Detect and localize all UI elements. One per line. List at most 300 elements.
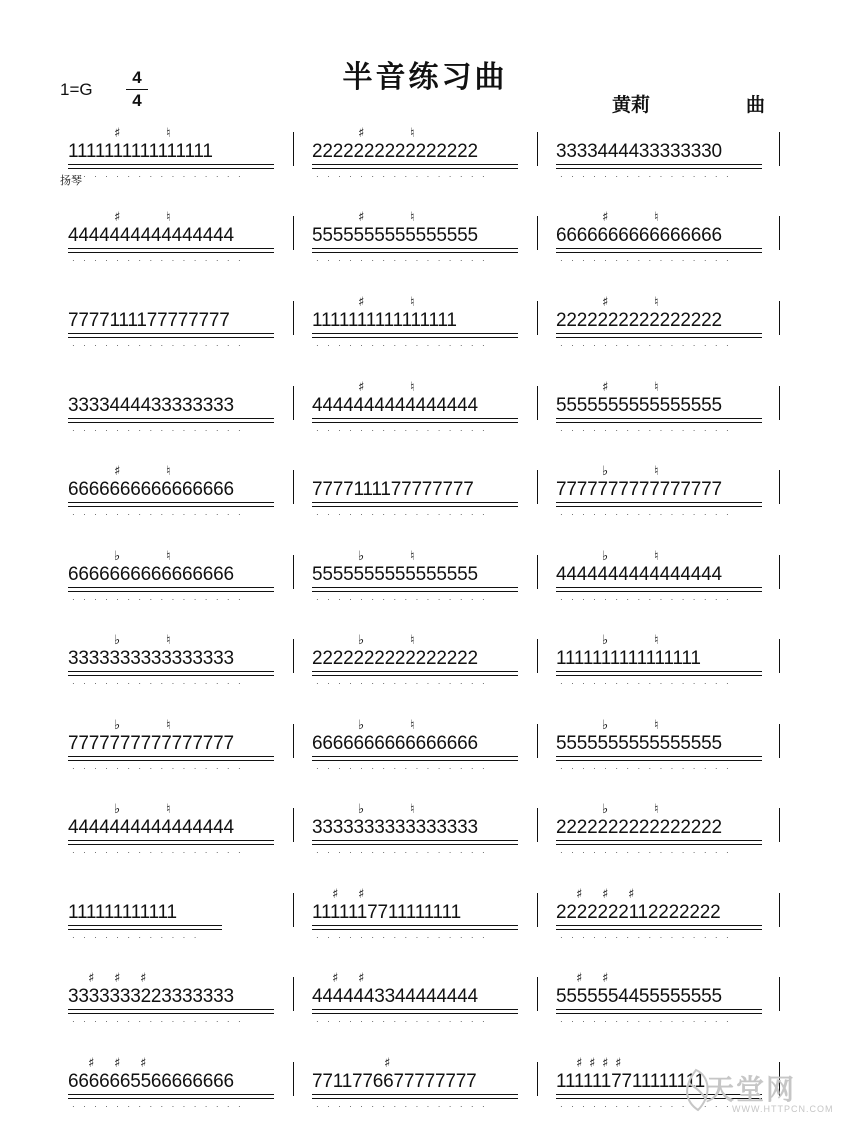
beam-line [312,591,518,592]
barline [537,808,538,842]
natural-icon: ♮ [166,464,171,479]
sharp-icon: ♯ [358,126,365,141]
measure [312,124,522,184]
note-sequence: 1111117711111111 [312,902,461,923]
measure [312,885,522,945]
measure [68,885,278,945]
beam-line [556,252,762,253]
natural-icon: ♮ [166,126,171,141]
octave-dots: ················ [316,933,494,942]
beam-line [68,587,274,588]
beam-line [68,929,222,930]
natural-icon: ♮ [654,210,659,225]
sharp-icon: ♯ [602,295,609,310]
beam-line [68,760,274,761]
beam-line [68,422,274,423]
note-sequence: 6666666666666666 [68,479,234,500]
flat-icon: ♭ [602,549,609,564]
barline [537,724,538,758]
sharp-icon: ♯ [358,210,365,225]
beam-line [556,925,762,926]
beam-line [312,418,518,419]
measure [556,547,766,607]
measure [556,800,766,860]
beam-line [312,760,518,761]
note-sequence: 6666666666666666 [556,225,722,246]
note-sequence: 6666666666666666 [68,564,234,585]
sharp-icon: ♯ [576,1056,583,1071]
note-sequence: 2222222222222222 [556,817,722,838]
flat-icon: ♭ [602,802,609,817]
measure [68,124,278,184]
note-sequence: 2222222222222222 [312,648,478,669]
sharp-icon: ♯ [602,1056,609,1071]
octave-dots: ················ [316,1017,494,1026]
note-sequence: 7777111177777777 [68,310,230,331]
measure [68,631,278,691]
natural-icon: ♮ [654,380,659,395]
beam-line [68,756,274,757]
measure [68,1054,278,1114]
octave-dots: ················ [72,1102,250,1111]
octave-dots: ················ [316,426,494,435]
measure [68,462,278,522]
note-sequence: 6666666666666666 [312,733,478,754]
beam-line [68,168,274,169]
beam-line [68,248,274,249]
note-sequence: 111111111111 [68,902,177,923]
octave-dots: ················ [316,172,494,181]
measure [556,124,766,184]
note-sequence: 5555555555555555 [312,225,478,246]
note-sequence: 3333333333333333 [312,817,478,838]
beam-line [68,252,274,253]
measure [68,547,278,607]
note-sequence: 7777777777777777 [68,733,234,754]
composer-credit [612,90,765,117]
beam-line [312,756,518,757]
barline [293,639,294,673]
octave-dots: ················ [560,256,738,265]
barline [293,808,294,842]
barline [293,301,294,335]
beam-line [68,164,274,165]
watermark-text: 天堂网 [706,1073,797,1106]
note-sequence: 5555555555555555 [312,564,478,585]
beam-line [312,840,518,841]
measure [556,462,766,522]
octave-dots: ················ [72,679,250,688]
beam-line [312,337,518,338]
beam-line [312,1009,518,1010]
natural-icon: ♮ [654,295,659,310]
sharp-icon: ♯ [576,971,583,986]
sharp-icon: ♯ [332,971,339,986]
octave-dots: ················ [560,341,738,350]
beam-line [312,1013,518,1014]
octave-dots: ················ [560,848,738,857]
beam-line [312,506,518,507]
beam-line [312,671,518,672]
barline [537,639,538,673]
measure [312,547,522,607]
beam-line [556,1013,762,1014]
watermark [676,1064,836,1126]
note-sequence: 1111117711111111 [556,1071,705,1092]
natural-icon: ♮ [654,802,659,817]
note-sequence: 5555555555555555 [556,395,722,416]
octave-dots: ················ [316,1102,494,1111]
beam-line [312,248,518,249]
barline [293,132,294,166]
beam-line [312,168,518,169]
octave-dots: ················ [72,256,250,265]
natural-icon: ♮ [654,633,659,648]
beam-line [556,1009,762,1010]
note-sequence: 5555555555555555 [556,733,722,754]
beam-line [556,760,762,761]
beam-line [312,333,518,334]
note-sequence: 4444444444444444 [68,225,234,246]
measure [312,378,522,438]
beam-line [556,422,762,423]
barline [293,893,294,927]
octave-dots: ················ [72,426,250,435]
natural-icon: ♮ [166,802,171,817]
natural-icon: ♮ [166,633,171,648]
octave-dots: ················ [316,341,494,350]
octave-dots: ············ [72,933,205,942]
octave-dots: ················ [560,595,738,604]
beam-line [68,502,274,503]
barline [293,1062,294,1096]
octave-dots: ················ [560,679,738,688]
sharp-icon: ♯ [140,1056,147,1071]
measure [312,969,522,1029]
beam-line [556,587,762,588]
barline [537,555,538,589]
natural-icon: ♮ [410,718,415,733]
sharp-icon: ♯ [615,1056,622,1071]
sharp-icon: ♯ [628,887,635,902]
natural-icon: ♮ [410,633,415,648]
natural-icon: ♮ [410,210,415,225]
beam-line [556,840,762,841]
measure [68,378,278,438]
natural-icon: ♮ [410,295,415,310]
octave-dots: ················ [560,172,738,181]
sharp-icon: ♯ [358,295,365,310]
octave-dots: ················ [72,848,250,857]
sharp-icon: ♯ [88,1056,95,1071]
flat-icon: ♭ [358,718,365,733]
natural-icon: ♮ [410,126,415,141]
beam-line [312,1098,518,1099]
composer-suffix: 曲 [746,94,766,116]
octave-dots: ················ [316,510,494,519]
beam-line [68,418,274,419]
flat-icon: ♭ [602,464,609,479]
octave-dots: ················ [560,933,738,942]
flat-icon: ♭ [358,802,365,817]
flat-icon: ♭ [114,802,121,817]
note-sequence: 4444444444444444 [556,564,722,585]
measure [556,208,766,268]
note-sequence: 1111111111111111 [312,310,457,331]
barline [537,1062,538,1096]
score-title: 半音练习曲 [342,60,508,95]
natural-icon: ♮ [166,210,171,225]
beam-line [68,1094,274,1095]
score-row [0,547,850,607]
beam-line [68,1098,274,1099]
beam-line [312,164,518,165]
watermark-url: WWW.HTTPCN.COM [732,1104,834,1114]
score-row [0,124,850,184]
barline [293,470,294,504]
note-sequence: 3333333223333333 [68,986,234,1007]
beam-line [556,671,762,672]
barline [537,386,538,420]
measure [556,293,766,353]
sharp-icon: ♯ [114,210,121,225]
beam-line [68,844,274,845]
flat-icon: ♭ [602,633,609,648]
sharp-icon: ♯ [358,971,365,986]
note-sequence: 7777111177777777 [312,479,474,500]
natural-icon: ♮ [654,718,659,733]
score-row [0,208,850,268]
measure [556,969,766,1029]
barline [779,555,780,589]
natural-icon: ♮ [166,549,171,564]
natural-icon: ♮ [166,718,171,733]
note-sequence: 2222222222222222 [556,310,722,331]
score-row [0,631,850,691]
barline [537,132,538,166]
beam-line [556,756,762,757]
beam-line [68,840,274,841]
beam-line [556,506,762,507]
beam-line [556,248,762,249]
beam-line [312,925,518,926]
beam-line [312,422,518,423]
natural-icon: ♮ [410,549,415,564]
measure [556,716,766,776]
flat-icon: ♭ [114,718,121,733]
barline [779,724,780,758]
measure [556,885,766,945]
sharp-icon: ♯ [114,464,121,479]
octave-dots: ················ [316,764,494,773]
time-signature [126,68,148,111]
beam-line [556,844,762,845]
octave-dots: ················ [72,595,250,604]
measure [556,378,766,438]
note-sequence: 1111111111111111 [68,141,213,162]
score-row [0,462,850,522]
sharp-icon: ♯ [140,971,147,986]
flat-icon: ♭ [114,633,121,648]
octave-dots: ················ [72,1017,250,1026]
sharp-icon: ♯ [602,210,609,225]
beam-line [68,1013,274,1014]
octave-dots: ················ [560,1017,738,1026]
measure [312,631,522,691]
beam-line [556,591,762,592]
octave-dots: ················ [316,595,494,604]
measure [312,1054,522,1114]
natural-icon: ♮ [654,549,659,564]
octave-dots: ················ [72,510,250,519]
natural-icon: ♮ [410,380,415,395]
note-sequence: 2222222222222222 [312,141,478,162]
measure [68,716,278,776]
barline [779,132,780,166]
barline [537,301,538,335]
barline [537,977,538,1011]
octave-dots: ················ [560,1102,738,1111]
beam-line [68,333,274,334]
sharp-icon: ♯ [114,126,121,141]
beam-line [556,675,762,676]
natural-icon: ♮ [410,802,415,817]
measure [312,293,522,353]
barline [779,893,780,927]
score-row [0,800,850,860]
note-sequence: 7777777777777777 [556,479,722,500]
beam-line [556,164,762,165]
sharp-icon: ♯ [589,1056,596,1071]
measure [312,716,522,776]
beam-line [68,675,274,676]
beam-line [556,502,762,503]
score-row [0,293,850,353]
octave-dots: ················ [316,679,494,688]
beam-line [68,671,274,672]
sharp-icon: ♯ [602,887,609,902]
beam-line [556,418,762,419]
barline [537,216,538,250]
beam-line [312,929,518,930]
measure [312,800,522,860]
note-sequence: 7711776677777777 [312,1071,477,1092]
barline [293,555,294,589]
measure [68,293,278,353]
score-row [0,378,850,438]
score-row [0,885,850,945]
octave-dots: ················ [560,510,738,519]
beam-line [312,844,518,845]
sharp-icon: ♯ [358,887,365,902]
barline [293,977,294,1011]
sharp-icon: ♯ [358,380,365,395]
beam-line [68,1009,274,1010]
sharp-icon: ♯ [114,971,121,986]
measure [556,631,766,691]
note-sequence: 5555554455555555 [556,986,722,1007]
beam-line [312,587,518,588]
beam-line [68,925,222,926]
note-sequence: 3333444433333333 [68,395,234,416]
barline [293,724,294,758]
measure [68,800,278,860]
barline [537,470,538,504]
note-sequence: 4444444444444444 [68,817,234,838]
beam-line [68,337,274,338]
note-sequence: 1111111111111111 [556,648,701,669]
sharp-icon: ♯ [384,1056,391,1071]
beam-line [556,337,762,338]
sharp-icon: ♯ [602,971,609,986]
octave-dots: ················ [72,764,250,773]
flat-icon: ♭ [358,549,365,564]
octave-dots: ················ [316,256,494,265]
sharp-icon: ♯ [602,380,609,395]
beam-line [312,502,518,503]
flat-icon: ♭ [114,549,121,564]
beam-line [556,333,762,334]
sharp-icon: ♯ [576,887,583,902]
time-signature-bottom: 4 [132,91,142,110]
natural-icon: ♮ [654,464,659,479]
barline [779,216,780,250]
sharp-icon: ♯ [114,1056,121,1071]
beam-line [68,591,274,592]
beam-line [68,506,274,507]
barline [537,893,538,927]
note-sequence: 4444444444444444 [312,395,478,416]
note-sequence: 2222222112222222 [556,902,721,923]
score-row [0,969,850,1029]
sharp-icon: ♯ [88,971,95,986]
note-sequence: 3333444433333330 [556,141,722,162]
beam-line [312,1094,518,1095]
octave-dots: ················ [560,764,738,773]
measure [312,208,522,268]
note-sequence: 6666665566666666 [68,1071,234,1092]
octave-dots: ················ [72,341,250,350]
flat-icon: ♭ [602,718,609,733]
measure [68,969,278,1029]
octave-dots: ················ [560,426,738,435]
note-sequence: 3333333333333333 [68,648,234,669]
measure [312,462,522,522]
beam-line [556,929,762,930]
composer-name: 黄莉 [612,94,651,116]
measure [68,208,278,268]
note-sequence: 4444443344444444 [312,986,478,1007]
beam-line [556,168,762,169]
time-signature-top: 4 [132,68,142,87]
barline [779,301,780,335]
beam-line [312,675,518,676]
barline [779,808,780,842]
instrument-label: 扬琴 [60,174,82,187]
octave-dots: ················ [72,172,250,181]
octave-dots: ················ [316,848,494,857]
key-signature: 1=G [60,80,93,99]
score-row [0,716,850,776]
beam-line [312,252,518,253]
barline [779,639,780,673]
sharp-icon: ♯ [332,887,339,902]
barline [293,216,294,250]
barline [779,470,780,504]
barline [779,386,780,420]
flat-icon: ♭ [358,633,365,648]
barline [779,977,780,1011]
